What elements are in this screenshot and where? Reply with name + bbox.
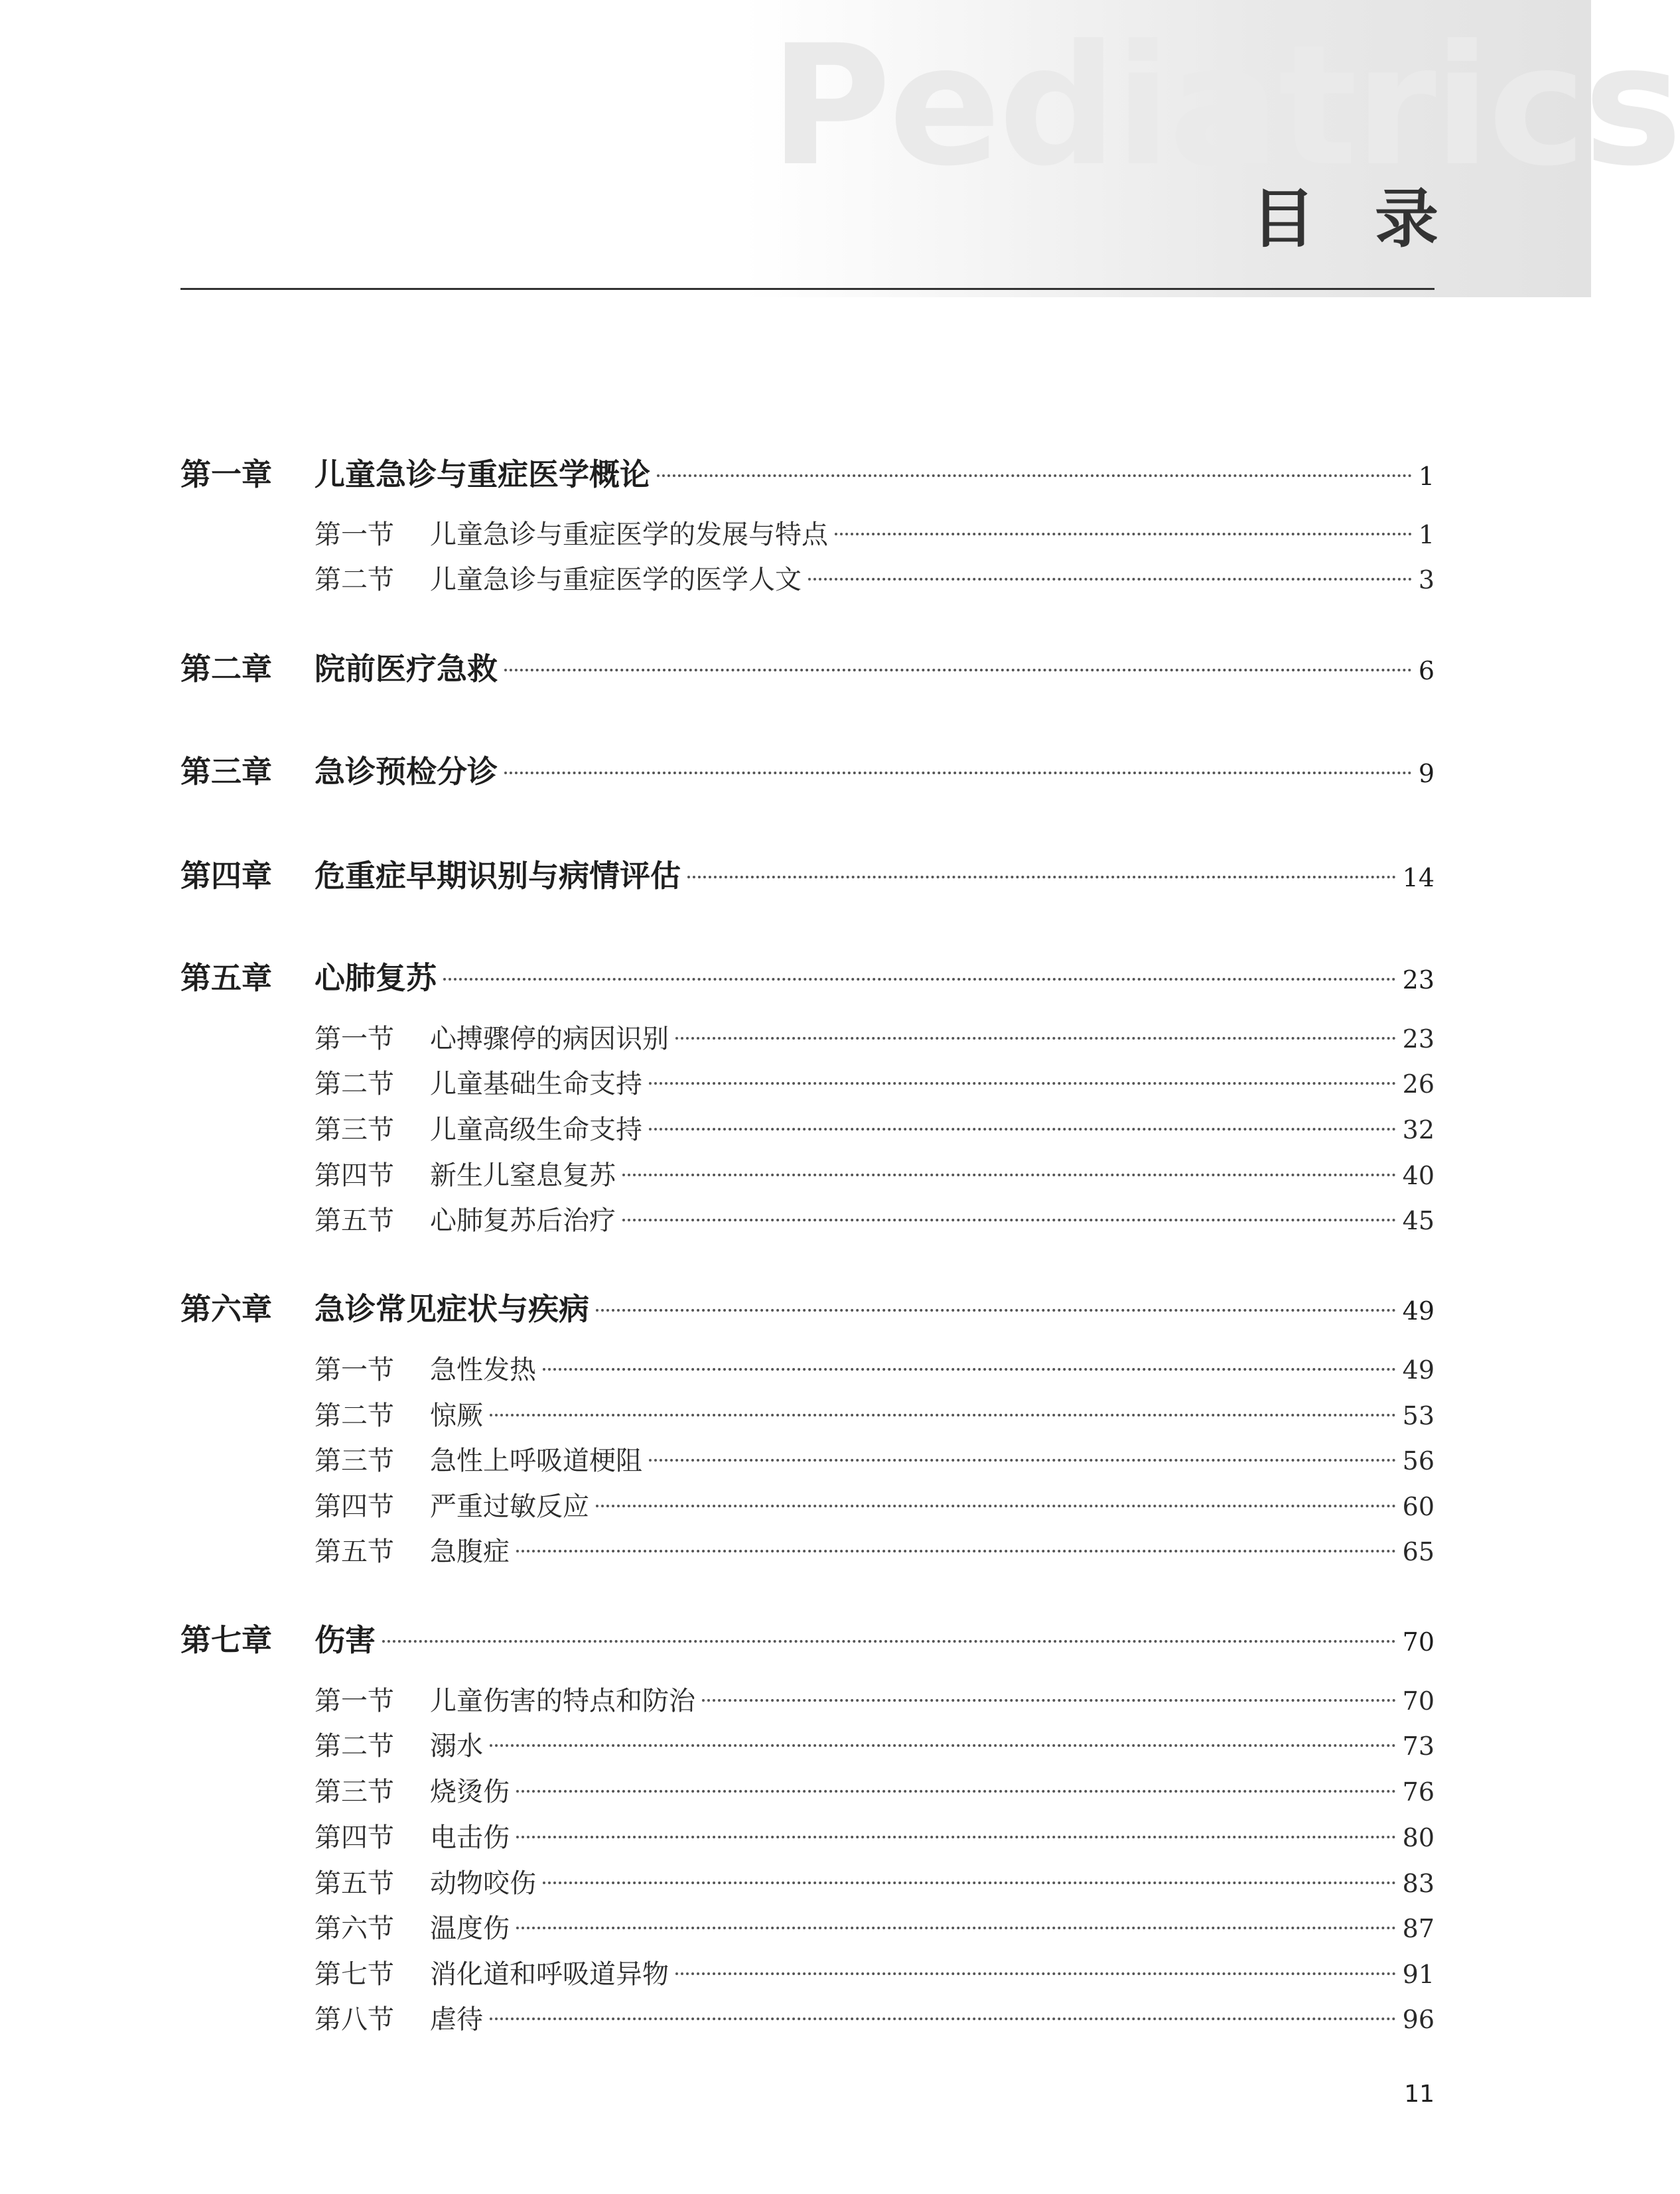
- section-number: 第五节: [315, 1205, 394, 1236]
- chapter-page: 49: [1402, 1296, 1435, 1326]
- dot-leader: [443, 978, 1396, 981]
- section-title: 心肺复苏后治疗: [430, 1205, 616, 1236]
- section-title: 溺水: [430, 1731, 483, 1761]
- toc-section-entry[interactable]: [315, 1773, 1435, 1811]
- section-page: 49: [1402, 1355, 1435, 1385]
- section-number: 第一节: [315, 519, 394, 550]
- chapter-number: 第六章: [180, 1291, 272, 1327]
- section-number: 第八节: [315, 2004, 394, 2035]
- section-number: 第五节: [315, 1537, 394, 1567]
- dot-leader: [675, 1972, 1396, 1975]
- section-title: 儿童高级生命支持: [430, 1115, 642, 1145]
- section-page: 65: [1402, 1537, 1435, 1566]
- toc-chapter-entry[interactable]: [180, 752, 1435, 791]
- title-rule: [180, 288, 1435, 290]
- toc-section-entry[interactable]: [315, 516, 1435, 553]
- toc-chapter-entry[interactable]: [180, 649, 1435, 689]
- dot-leader: [649, 1128, 1396, 1131]
- section-number: 第七节: [315, 1959, 394, 1990]
- chapter-number: 第一章: [180, 456, 272, 492]
- section-title: 烧烫伤: [430, 1777, 510, 1807]
- page-title: 目录: [1251, 182, 1498, 256]
- dot-leader: [490, 2018, 1396, 2020]
- section-title: 新生儿窒息复苏: [430, 1160, 616, 1191]
- section-number: 第六节: [315, 1913, 394, 1944]
- dot-leader: [543, 1368, 1396, 1371]
- section-number: 第一节: [315, 1686, 394, 1716]
- dot-leader: [622, 1174, 1396, 1176]
- section-page: 60: [1402, 1492, 1435, 1521]
- toc-section-entry[interactable]: [315, 1397, 1435, 1434]
- toc-section-entry[interactable]: [315, 1111, 1435, 1148]
- section-number: 第三节: [315, 1446, 394, 1476]
- page-number: 11: [1404, 2081, 1435, 2108]
- section-page: 87: [1402, 1914, 1435, 1943]
- section-page: 76: [1402, 1777, 1435, 1807]
- section-number: 第二节: [315, 1731, 394, 1761]
- section-number: 第四节: [315, 1491, 394, 1522]
- dot-leader: [504, 669, 1412, 671]
- chapter-page: 23: [1402, 965, 1435, 994]
- section-title: 惊厥: [430, 1401, 483, 1431]
- dot-leader: [516, 1927, 1396, 1929]
- section-number: 第五节: [315, 1868, 394, 1899]
- toc-section-entry[interactable]: [315, 1865, 1435, 1902]
- section-page: 73: [1402, 1732, 1435, 1761]
- dot-leader: [649, 1459, 1396, 1462]
- chapter-number: 第四章: [180, 858, 272, 894]
- section-title: 儿童急诊与重症医学的发展与特点: [430, 519, 828, 550]
- dot-leader: [516, 1790, 1396, 1793]
- section-page: 91: [1402, 1960, 1435, 1989]
- toc-section-entry[interactable]: [315, 1351, 1435, 1389]
- dot-leader: [516, 1550, 1396, 1552]
- section-number: 第三节: [315, 1115, 394, 1145]
- dot-leader: [596, 1309, 1396, 1312]
- section-page: 80: [1402, 1823, 1435, 1852]
- chapter-title: 院前医疗急救: [315, 651, 498, 687]
- chapter-number: 第五章: [180, 960, 272, 996]
- dot-leader: [657, 474, 1412, 477]
- toc-section-entry[interactable]: [315, 1157, 1435, 1194]
- section-title: 儿童基础生命支持: [430, 1069, 642, 1099]
- toc-chapter-entry[interactable]: [180, 856, 1435, 896]
- toc-section-entry[interactable]: [315, 1488, 1435, 1525]
- dot-leader: [382, 1640, 1396, 1643]
- section-number: 第二节: [315, 565, 394, 595]
- chapter-page: 6: [1418, 656, 1435, 685]
- dot-leader: [649, 1082, 1396, 1085]
- section-page: 83: [1402, 1869, 1435, 1898]
- section-number: 第一节: [315, 1024, 394, 1054]
- section-page: 1: [1418, 520, 1435, 549]
- section-number: 第四节: [315, 1160, 394, 1191]
- section-number: 第一节: [315, 1355, 394, 1385]
- section-page: 26: [1402, 1069, 1435, 1099]
- toc-section-entry[interactable]: [315, 1202, 1435, 1239]
- section-title: 温度伤: [430, 1913, 510, 1944]
- toc-section-entry[interactable]: [315, 561, 1435, 598]
- section-title: 急腹症: [430, 1537, 510, 1567]
- section-title: 动物咬伤: [430, 1868, 536, 1899]
- section-page: 70: [1402, 1686, 1435, 1716]
- chapter-title: 危重症早期识别与病情评估: [315, 858, 681, 894]
- chapter-number: 第二章: [180, 651, 272, 687]
- toc-chapter-entry[interactable]: [180, 1620, 1435, 1660]
- section-title: 急性上呼吸道梗阻: [430, 1446, 642, 1476]
- dot-leader: [596, 1505, 1396, 1507]
- toc-section-entry[interactable]: [315, 2001, 1435, 2038]
- chapter-page: 70: [1402, 1627, 1435, 1657]
- dot-leader: [543, 1882, 1396, 1884]
- section-page: 56: [1402, 1446, 1435, 1475]
- chapter-title: 急诊预检分诊: [315, 754, 498, 789]
- toc-section-entry[interactable]: [315, 1020, 1435, 1058]
- chapter-page: 9: [1418, 759, 1435, 788]
- section-title: 心搏骤停的病因识别: [430, 1024, 669, 1054]
- pediatrics-watermark: Pediatrics: [770, 9, 1680, 202]
- dot-leader: [675, 1037, 1396, 1040]
- section-title: 儿童伤害的特点和防治: [430, 1686, 695, 1716]
- toc-chapter-entry[interactable]: [180, 958, 1435, 998]
- section-page: 45: [1402, 1206, 1435, 1235]
- section-title: 严重过敏反应: [430, 1491, 589, 1522]
- toc-section-entry[interactable]: [315, 1065, 1435, 1103]
- toc-chapter-entry[interactable]: [180, 454, 1435, 494]
- dot-leader: [490, 1414, 1396, 1416]
- dot-leader: [490, 1744, 1396, 1747]
- dot-leader: [504, 772, 1412, 774]
- chapter-title: 伤害: [315, 1622, 376, 1658]
- section-title: 电击伤: [430, 1822, 510, 1853]
- section-page: 3: [1418, 565, 1435, 594]
- chapter-title: 心肺复苏: [315, 960, 437, 996]
- toc-section-entry[interactable]: [315, 1910, 1435, 1947]
- toc-section-entry[interactable]: [315, 1533, 1435, 1570]
- chapter-page: 14: [1402, 863, 1435, 892]
- section-page: 40: [1402, 1161, 1435, 1190]
- chapter-number: 第三章: [180, 754, 272, 789]
- section-page: 53: [1402, 1401, 1435, 1430]
- toc-section-entry[interactable]: [315, 1956, 1435, 1993]
- section-number: 第二节: [315, 1069, 394, 1099]
- section-title: 消化道和呼吸道异物: [430, 1959, 669, 1990]
- dot-leader: [808, 578, 1412, 581]
- toc-section-entry[interactable]: [315, 1682, 1435, 1720]
- chapter-page: 1: [1418, 462, 1435, 491]
- section-title: 虐待: [430, 2004, 483, 2035]
- section-page: 32: [1402, 1115, 1435, 1144]
- section-title: 急性发热: [430, 1355, 536, 1385]
- section-number: 第四节: [315, 1822, 394, 1853]
- toc-section-entry[interactable]: [315, 1442, 1435, 1479]
- dot-leader: [702, 1699, 1396, 1702]
- toc-section-entry[interactable]: [315, 1728, 1435, 1765]
- section-page: 96: [1402, 2005, 1435, 2034]
- chapter-title: 急诊常见症状与疾病: [315, 1291, 589, 1327]
- dot-leader: [516, 1836, 1396, 1838]
- toc-section-entry[interactable]: [315, 1819, 1435, 1856]
- section-page: 23: [1402, 1024, 1435, 1054]
- section-number: 第三节: [315, 1777, 394, 1807]
- chapter-number: 第七章: [180, 1622, 272, 1658]
- section-title: 儿童急诊与重症医学的医学人文: [430, 565, 802, 595]
- toc-chapter-entry[interactable]: [180, 1289, 1435, 1329]
- section-number: 第二节: [315, 1401, 394, 1431]
- dot-leader: [622, 1219, 1396, 1221]
- dot-leader: [835, 533, 1412, 535]
- dot-leader: [687, 876, 1396, 878]
- chapter-title: 儿童急诊与重症医学概论: [315, 456, 650, 492]
